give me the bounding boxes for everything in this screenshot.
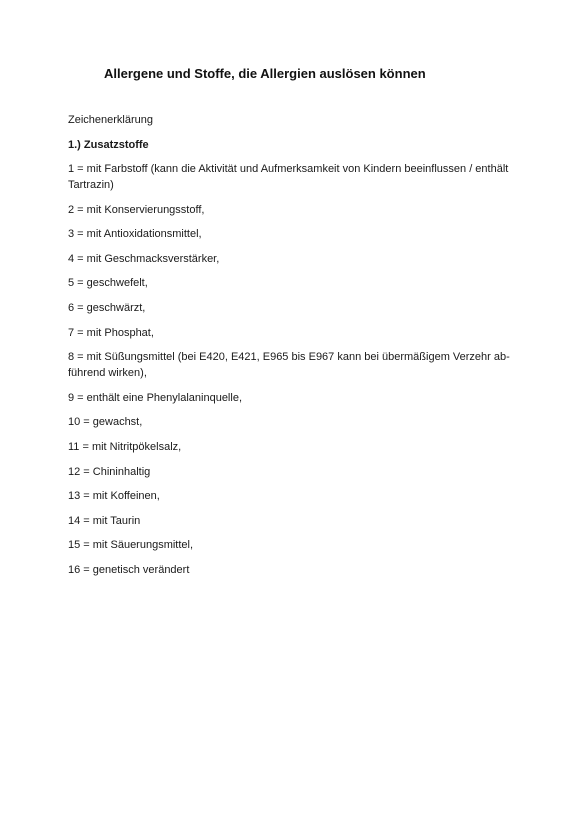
additive-entry-14: 14 = mit Taurin — [68, 514, 141, 527]
additive-entry-1: 1 = mit Farbstoff (kann die Aktivität und Aufmerksamkeit von Kindern beeinflussen / enthält Tartrazin) — [68, 163, 509, 191]
additive-entry-6: 6 = geschwärzt, — [68, 301, 146, 314]
additive-entry-9: 9 = enthält eine Phenylalaninquelle, — [68, 391, 242, 404]
additive-entry-10: 10 = gewachst, — [68, 416, 143, 429]
additive-entry-16: 16 = genetisch verändert — [68, 563, 190, 576]
additive-entry-11: 11 = mit Nitritpökelsalz, — [68, 440, 182, 453]
document-body — [68, 112, 523, 587]
additive-entry-5: 5 = geschwefelt, — [68, 277, 148, 290]
additive-list — [68, 161, 523, 578]
additive-entry-15: 15 = mit Säuerungsmittel, — [68, 539, 194, 552]
section-heading-additives: 1.) Zusatzstoffe — [68, 139, 149, 151]
document-title: Allergene und Stoffe, die Allergien auslösen können — [104, 66, 426, 81]
legend-label: Zeichenerklärung — [68, 114, 153, 126]
additive-entry-8: 8 = mit Süßungsmittel (bei E420, E421, E965 bis E967 kann bei übermäßigem Verzehr ab-führend wirken), — [68, 351, 510, 380]
additive-entry-3: 3 = mit Antioxidationsmittel, — [68, 228, 202, 241]
additive-entry-13: 13 = mit Koffeinen, — [68, 490, 160, 503]
additive-entry-2: 2 = mit Konservierungsstoff, — [68, 203, 205, 216]
additive-entry-7: 7 = mit Phosphat, — [68, 326, 154, 339]
additive-entry-4: 4 = mit Geschmacksverstärker, — [68, 252, 220, 265]
additive-entry-12: 12 = Chininhaltig — [68, 465, 151, 478]
